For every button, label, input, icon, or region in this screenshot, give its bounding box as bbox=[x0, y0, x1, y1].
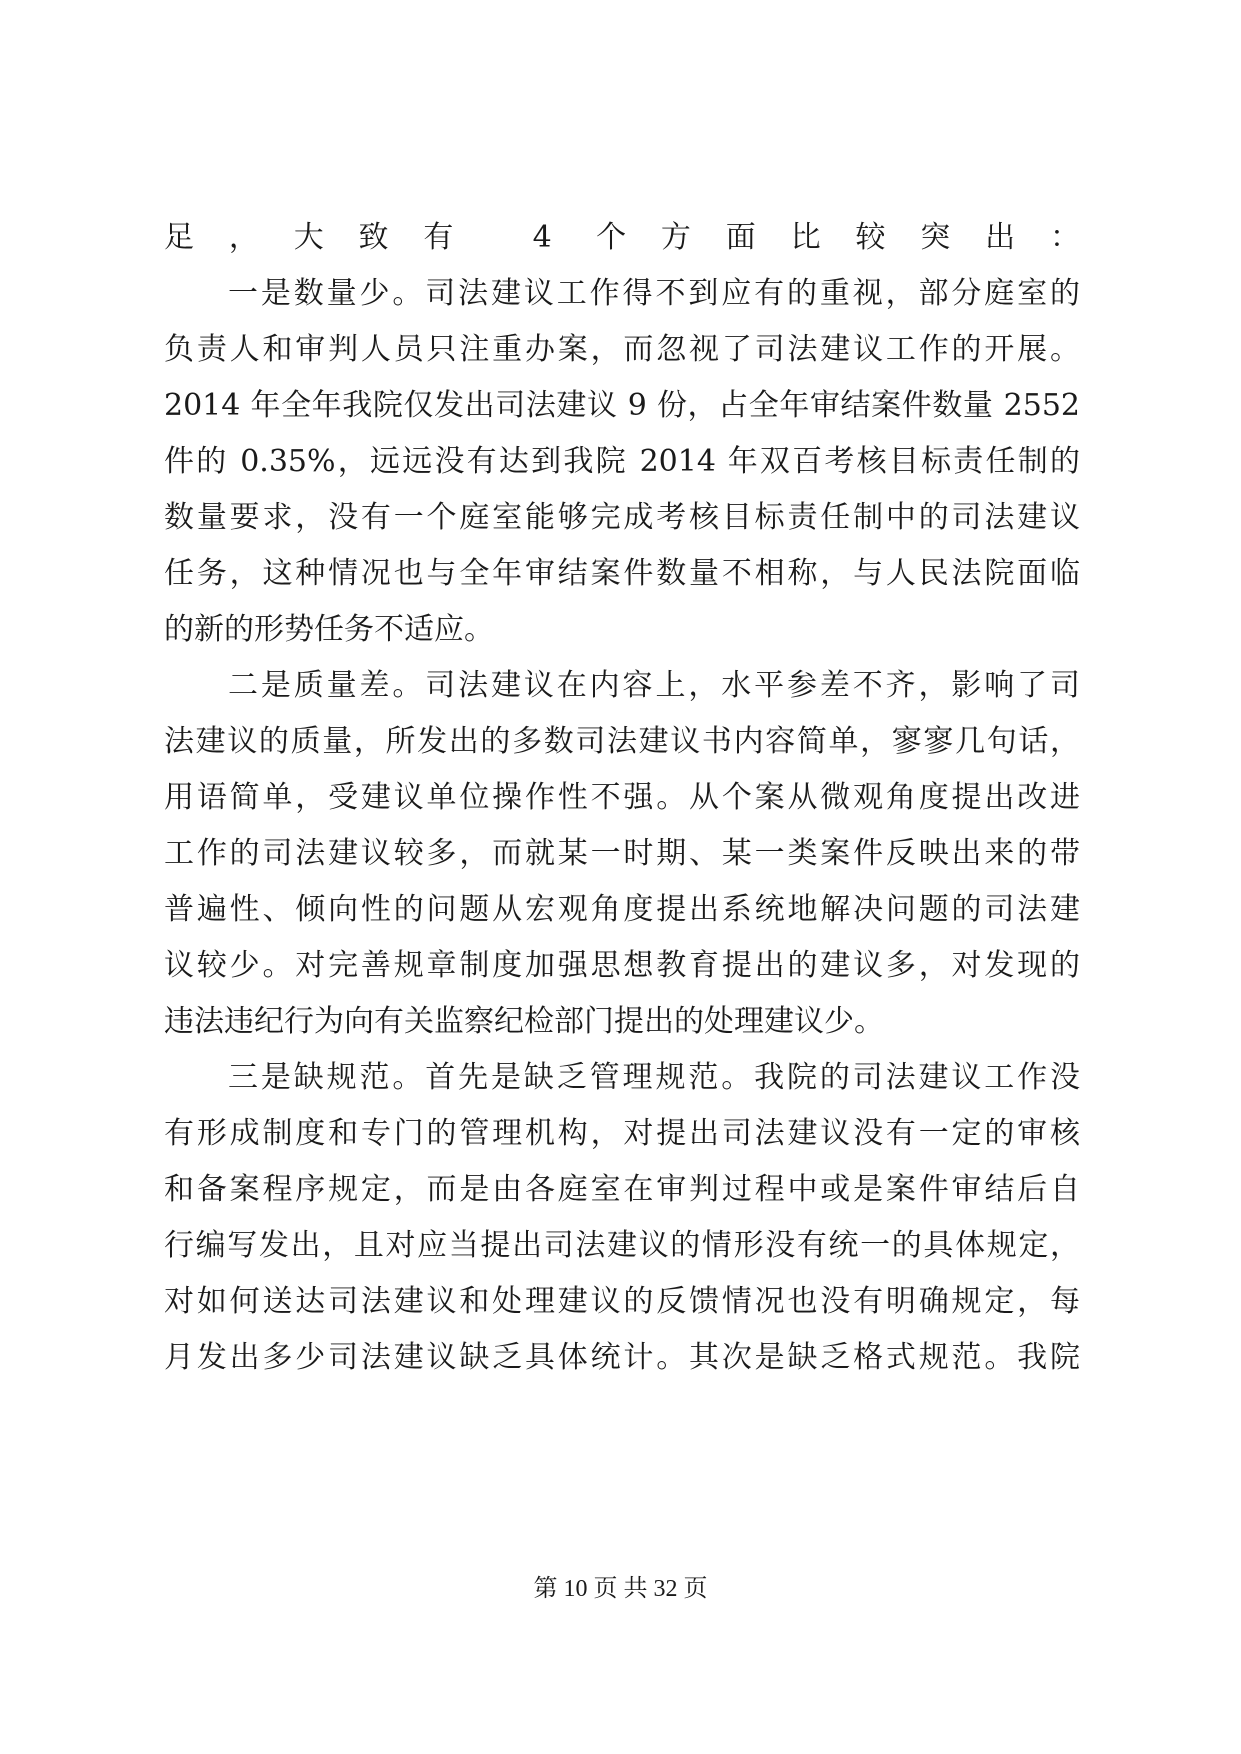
paragraph-line: 二是质量差。司法建议在内容上，水平参差不齐，影响了司 bbox=[228, 668, 1080, 703]
text-line: 2014 年全年我院仅发出司法建议 9 份，占全年审结案件数量 2552 bbox=[164, 388, 1080, 423]
text-line: 数量要求，没有一个庭室能够完成考核目标责任制中的司法建议 bbox=[164, 500, 1080, 535]
text-line: 有形成制度和专门的管理机构，对提出司法建议没有一定的审核 bbox=[164, 1116, 1080, 1151]
text-line: 用语简单，受建议单位操作性不强。从个案从微观角度提出改进 bbox=[164, 780, 1080, 815]
text-line: 工作的司法建议较多，而就某一时期、某一类案件反映出来的带 bbox=[164, 836, 1080, 871]
text-line: 法建议的质量，所发出的多数司法建议书内容简单，寥寥几句话， bbox=[164, 724, 1080, 759]
paragraph-line: 一是数量少。司法建议工作得不到应有的重视，部分庭室的 bbox=[228, 276, 1080, 311]
text-line: 的新的形势任务不适应。 bbox=[164, 612, 494, 647]
text-line: 负责人和审判人员只注重办案，而忽视了司法建议工作的开展。 bbox=[164, 332, 1080, 367]
text-line: 普遍性、倾向性的问题从宏观角度提出系统地解决问题的司法建 bbox=[164, 892, 1080, 927]
text-line: 任务，这种情况也与全年审结案件数量不相称，与人民法院面临 bbox=[164, 556, 1080, 591]
text-line: 足，大致有 4 个方面比较突出： bbox=[164, 220, 1080, 255]
paragraph-line: 三是缺规范。首先是缺乏管理规范。我院的司法建议工作没 bbox=[228, 1060, 1080, 1095]
page-number: 第 10 页 共 32 页 bbox=[533, 1576, 708, 1602]
text-line: 违法违纪行为向有关监察纪检部门提出的处理建议少。 bbox=[164, 1004, 884, 1039]
text-line: 件的 0.35%，远远没有达到我院 2014 年双百考核目标责任制的 bbox=[164, 444, 1080, 479]
text-line: 和备案程序规定，而是由各庭室在审判过程中或是案件审结后自 bbox=[164, 1172, 1080, 1207]
text-line: 对如何送达司法建议和处理建议的反馈情况也没有明确规定，每 bbox=[164, 1284, 1080, 1319]
text-line: 行编写发出，且对应当提出司法建议的情形没有统一的具体规定， bbox=[164, 1228, 1080, 1263]
text-line: 月发出多少司法建议缺乏具体统计。其次是缺乏格式规范。我院 bbox=[164, 1340, 1080, 1375]
text-line: 议较少。对完善规章制度加强思想教育提出的建议多，对发现的 bbox=[164, 948, 1080, 983]
